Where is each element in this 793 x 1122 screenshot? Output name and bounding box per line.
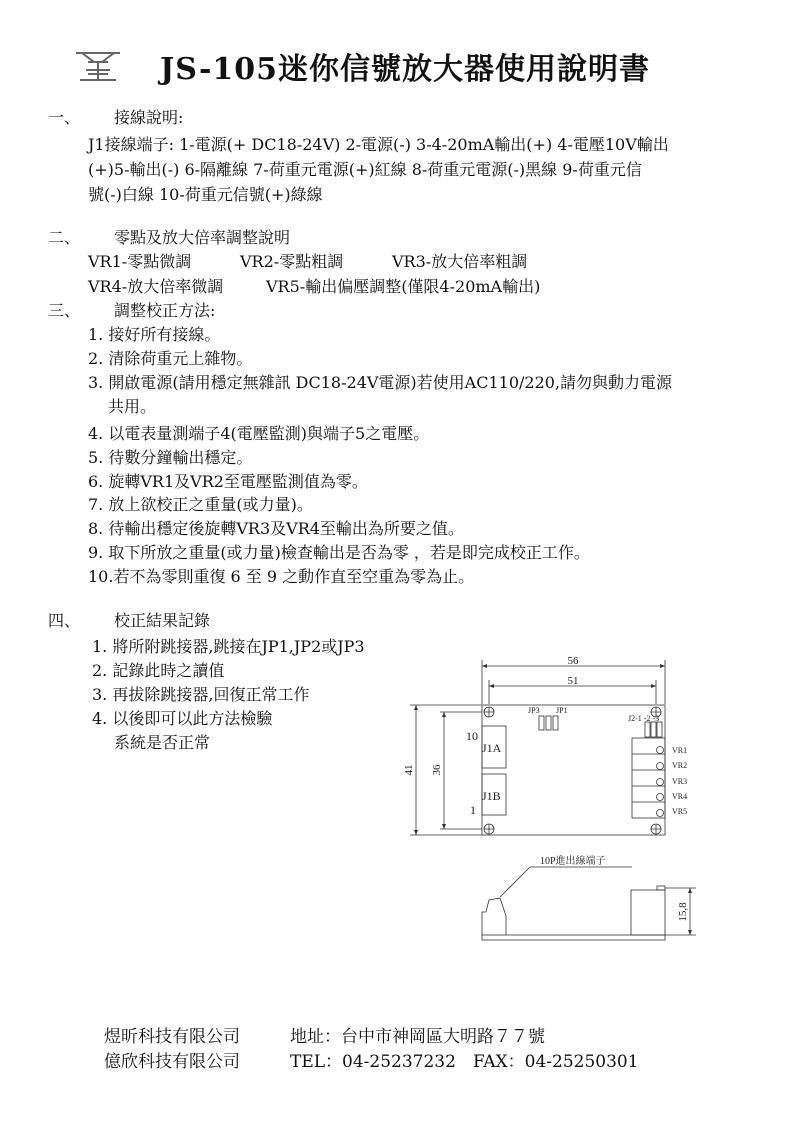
vr-label: VR1 xyxy=(672,746,688,755)
section-4-heading: 四、 校正結果記錄 xyxy=(48,611,211,630)
calibration-step: 6. 旋轉VR1及VR2至電壓監測值為零。 xyxy=(88,472,368,491)
terminal-label: 10P進出線端子 xyxy=(540,856,606,867)
calibration-step: 共用。 xyxy=(108,397,157,416)
calibration-step: 5. 待數分鐘輸出穩定。 xyxy=(88,448,253,467)
pin-1-label: 1 xyxy=(470,803,476,817)
vr-item: VR3-放大倍率粗調 xyxy=(392,252,528,271)
j1b-label: J1B xyxy=(482,789,501,803)
address: 地址：台中市神岡區大明路７７號 xyxy=(290,1027,545,1047)
calibration-step: 8. 待輸出穩定後旋轉VR3及VR4至輸出為所要之值。 xyxy=(88,519,464,538)
dim-56: 56 xyxy=(567,655,579,667)
jp3-label: JP3 xyxy=(528,706,540,715)
vr-label: VR5 xyxy=(672,807,688,816)
calibration-step: 9. 取下所放之重量(或力量)檢查輸出是否為零 ，若是即完成校正工作。 xyxy=(88,543,590,562)
calibration-step: 4. 以電表量測端子4(電壓監測)與端子5之電壓。 xyxy=(88,424,430,443)
jp1-label: JP1 xyxy=(556,706,568,715)
dim-41: 41 xyxy=(403,764,415,776)
record-step: 4. 以後即可以此方法檢驗 xyxy=(92,709,273,728)
vr-label: VR3 xyxy=(672,777,688,786)
wiring-line: (+)5-輸出(-) 6-隔離線 7-荷重元電源(+)紅線 8-荷重元電源(-)黑線 9-荷重元信 xyxy=(88,160,642,179)
j1a-label: J1A xyxy=(482,741,502,755)
document-title: JS-105迷你信號放大器使用說明書 xyxy=(160,52,651,87)
vr-item: VR2-零點粗調 xyxy=(240,252,344,271)
calibration-step: 2. 清除荷重元上雜物。 xyxy=(88,349,253,368)
vr-label: VR2 xyxy=(672,761,688,770)
phone-fax: TEL：04-25237232 FAX：04-25250301 xyxy=(290,1052,639,1072)
record-step: 3. 再拔除跳接器,回復正常工作 xyxy=(92,685,310,704)
vr-item: VR1-零點微調 xyxy=(88,252,192,271)
vr-item: VR4-放大倍率微調 xyxy=(88,277,224,296)
wiring-line: J1接線端子: 1-電源(+ DC18-24V) 2-電源(-) 3-4-20mA輸出(+) 4-電壓10V輸出 xyxy=(88,135,669,154)
record-step: 系統是否正常 xyxy=(114,733,211,752)
dim-36: 36 xyxy=(431,764,443,776)
pin-10-label: 10 xyxy=(466,729,478,743)
vr-item: VR5-輸出偏壓調整(僅限4-20mA輸出) xyxy=(266,277,541,296)
record-step: 1. 將所附跳接器,跳接在JP1,JP2或JP3 xyxy=(92,637,365,656)
section-1-heading: 一、 接線說明: xyxy=(48,108,184,127)
company-1: 煜昕科技有限公司 xyxy=(104,1027,240,1047)
wiring-line: 號(-)白線 10-荷重元信號(+)綠線 xyxy=(88,185,323,204)
company-2: 億欣科技有限公司 xyxy=(104,1052,240,1072)
dim-15-8: 15,8 xyxy=(677,902,689,922)
calibration-step: 10.若不為零則重復 6 至 9 之動作直至空重為零為止。 xyxy=(88,567,475,586)
section-3-heading: 三、 調整校正方法: xyxy=(48,301,216,320)
calibration-step: 1. 接好所有接線。 xyxy=(88,325,221,344)
j2-label: J2-1 -2 -3 xyxy=(628,714,660,723)
record-step: 2. 記錄此時之讀值 xyxy=(92,661,225,680)
calibration-step: 3. 開啟電源(請用穩定無雜訊 DC18-24V電源)若使用AC110/220,請勿與動力電源 xyxy=(88,373,673,392)
vr-label: VR4 xyxy=(672,792,688,801)
dim-51: 51 xyxy=(567,675,579,687)
section-2-heading: 二、 零點及放大倍率調整說明 xyxy=(48,228,291,247)
calibration-step: 7. 放上欲校正之重量(或力量)。 xyxy=(88,495,313,514)
